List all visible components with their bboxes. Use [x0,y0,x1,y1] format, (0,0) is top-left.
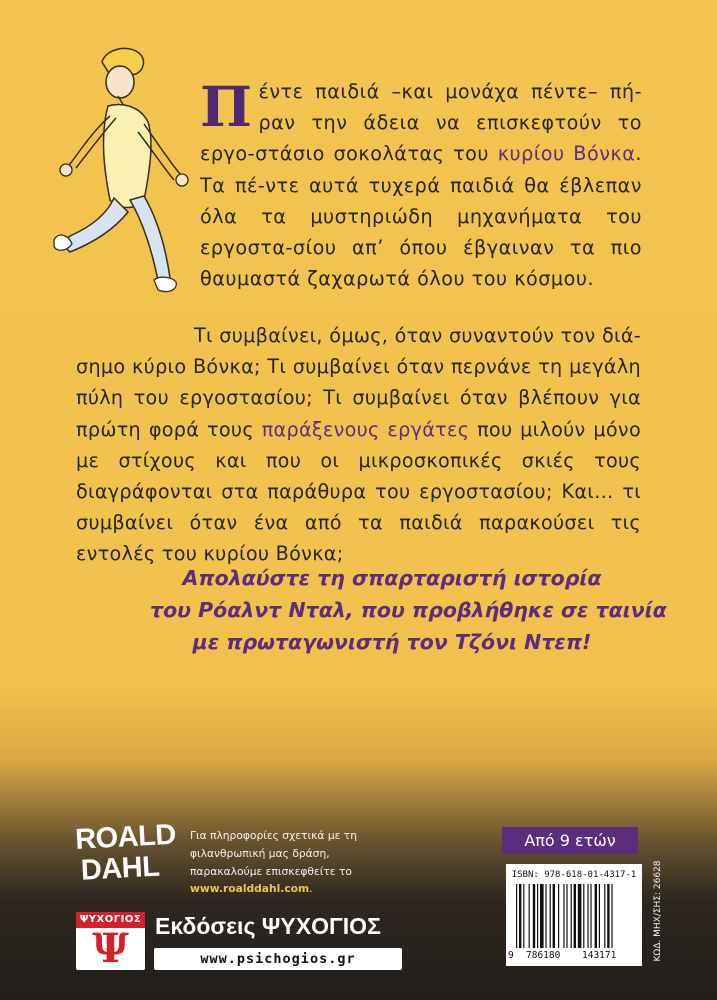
tagline-line-1: Απολαύστε τη σπαρταριστή ιστορία [182,566,602,590]
barcode-digit-first: 9 [508,950,514,961]
blurb-p2-text-a: Τι συμβαίνει, όμως, όταν συναντούν τον διά-σημο κύριο Βόνκα; Τι συμβαίνει όταν περνάνε τη μεγάλη πύλη του εργοστασίου; Τι συμβαίνει όταν βλέπουν για πρώτη φορά τους [76,324,641,441]
barcode-bar [558,884,559,948]
barcode-bar [611,884,612,948]
product-code: ΚΩΔ. ΜΗΧ/ΣΗΣ: 26628 [653,860,663,962]
barcode-bar [553,884,555,948]
barcode-bar [587,884,588,948]
barcode-bar [574,884,576,948]
blurb-paragraph-1 [200,76,642,294]
barcode-bar [566,884,567,948]
barcode-bar [607,884,609,948]
blurb-p1-text-b: . Τα πέ-ντε αυτά τυχερά παιδιά θα έβλεπαν όλα τα μυστηριώδη μηχανήματα του εργοστα-σίου απ’ όπου έβγαιναν τα πιο θαυμαστά ζαχαρωτά όλου του κόσμου. [200,142,642,291]
barcode-bar [537,884,538,948]
roald-dahl-logo [74,819,189,887]
barcode-bar [590,884,591,948]
age-badge: Από 9 ετών [502,827,638,854]
blurb-p2-text-b: που μιλούν μόνο με στίχους και που οι μικροσκοπικές σκιές τους διαγράφονται στα παράθυρα του εργοστασίου; Και… τι συμβαίνει όταν ένα από τα παιδιά παρακούσει τις εντολές του κυρίου Βόνκα; [76,417,641,566]
running-boy-illustration [40,40,210,340]
charity-text: Για πληροφορίες σχετικά με τη φιλανθρωπική μας δράση, παρακαλούμε επισκεφθείτε το [190,829,358,878]
barcode-bar [550,884,551,948]
barcode-bar [571,884,572,948]
barcode-digits-left: 786180 [526,950,561,961]
barcode-bar [516,884,517,948]
blurb-p2-highlight: παράξενους εργάτες [261,417,470,441]
barcode-bar [595,884,597,948]
publisher-name: Εκδόσεις ΨΥΧΟΓΙΟΣ [155,913,381,939]
barcode-box [506,864,642,966]
barcode-digits-right: 143171 [582,950,617,961]
blurb-p1-highlight: κυρίου Βόνκα [497,142,636,166]
barcode-bar [583,884,584,948]
psi-icon: Ψ [92,925,129,970]
roald-logo-line-2: DAHL [80,850,161,887]
drop-cap: Π [200,74,253,139]
barcode-bar [599,884,600,948]
roald-logo-line-1: ROALD [74,818,177,856]
barcode-digits [506,950,642,962]
blurb-paragraph-2 [76,320,641,570]
publisher-logo-word: ΨΥΧΟΓΙΟΣ [76,912,145,928]
tagline [150,562,667,658]
charity-notice [190,827,380,898]
barcode-bar [533,884,535,948]
barcode-bar [540,884,544,948]
publisher-logo [76,912,145,970]
barcode-bar [604,884,605,948]
charity-text-end: . [309,882,313,896]
tagline-line-2: του Ρόαλντ Νταλ, που προβλήθηκε σε ταινία [150,598,667,622]
barcode-bar [529,884,530,948]
barcode-bar [545,884,546,948]
barcode-bar [523,884,524,948]
blurb-p1-text-a: έντε παιδιά –και μονάχα πέντε– πή-ραν την άδεια να επισκεφτούν το εργο-στάσιο σοκολάτας του [200,80,642,166]
publisher-url[interactable]: www.psichogios.gr [154,948,402,970]
barcode-bar [563,884,564,948]
barcode [516,884,636,948]
charity-link[interactable]: www.roalddahl.com [190,882,310,896]
barcode-bar [519,884,521,948]
isbn-label: ISBN: 978-618-01-4317-1 [511,870,637,880]
tagline-line-3: με πρωταγωνιστή τον Τζόνι Ντεπ! [192,630,592,654]
barcode-bar [578,884,582,948]
